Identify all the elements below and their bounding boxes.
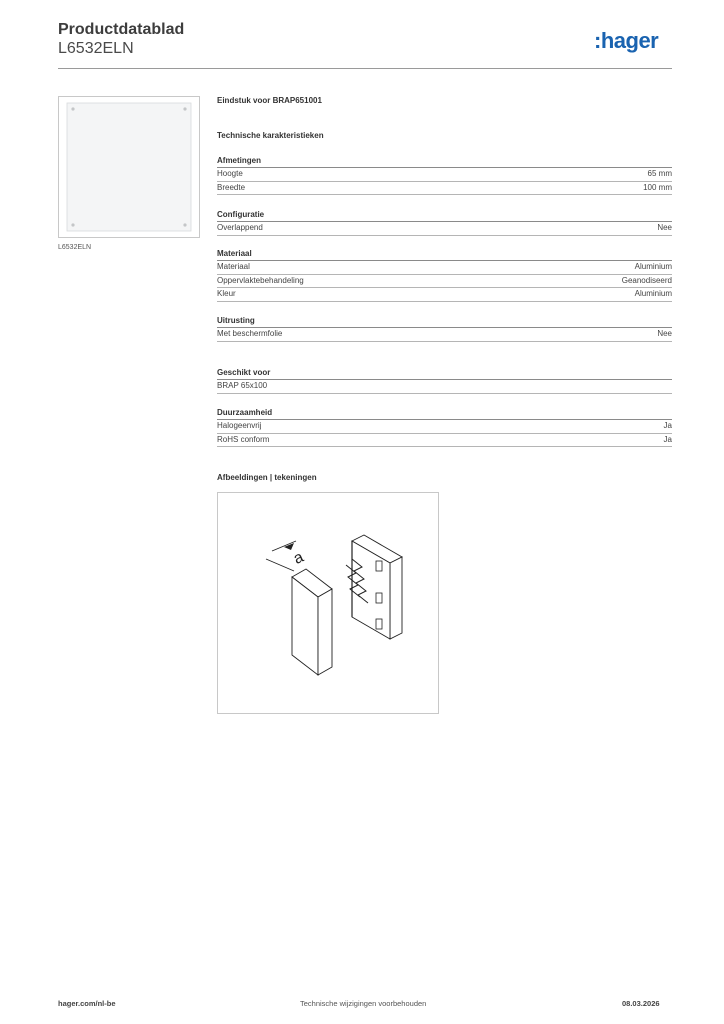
footer-url[interactable]: hager.com/nl-be [58,999,116,1008]
spec-value: Ja [663,434,672,444]
spec-label: Oppervlaktebehandeling [217,275,304,285]
spec-label: BRAP 65x100 [217,381,268,390]
spec-label: Met beschermfolie [217,329,283,338]
section-uitrusting [217,315,672,342]
spec-value: Ja [663,421,672,430]
section-materiaal [217,248,672,302]
section-heading: Materiaal [217,248,672,261]
spec-value: Nee [657,223,672,232]
dimension-label: a [290,548,307,568]
spec-row [217,380,672,394]
section-geschikt-voor [217,367,672,394]
header-divider [58,68,672,69]
section-afbeeldingen [217,472,672,484]
spec-value: Geanodiseerd [621,275,672,285]
spec-value: 65 mm [647,169,672,178]
spec-label: Kleur [217,289,236,298]
product-code: L6532ELN [58,40,134,57]
section-heading: Afmetingen [217,155,672,168]
spec-value: Aluminium [634,262,672,271]
footer-date: 08.03.2026 [622,999,660,1008]
spec-row [217,288,672,302]
section-heading: Geschikt voor [217,367,672,380]
footer-disclaimer: Technische wijzigingen voorbehouden [300,999,427,1008]
spec-label: RoHS conform [217,434,270,444]
spec-label: Materiaal [217,262,250,271]
section-afmetingen [217,155,672,195]
spec-row [217,328,672,342]
spec-row [217,168,672,182]
section-duurzaamheid [217,407,672,447]
section-heading: Configuratie [217,209,672,222]
spec-value: 100 mm [643,182,672,192]
spec-label: Breedte [217,182,246,192]
spec-row [217,275,672,289]
section-heading: Afbeeldingen | tekeningen [217,473,317,482]
spec-value: Nee [657,329,672,338]
tech-heading: Technische karakteristieken [217,131,324,140]
spec-row [217,222,672,236]
product-image [58,96,200,238]
spec-value: Aluminium [634,289,672,298]
spec-label: Overlappend [217,223,263,232]
spec-row [217,434,672,448]
product-panel-illustration [59,97,199,237]
spec-row [217,420,672,434]
spec-label: Halogeenvrij [217,421,262,430]
spec-label: Hoogte [217,169,243,178]
section-heading: Duurzaamheid [217,407,672,420]
product-description: Eindstuk voor BRAP651001 [217,96,322,105]
technical-drawing [217,492,439,714]
product-image-caption: L6532ELN [58,244,92,251]
section-configuratie [217,209,672,236]
hager-logo: :hager [594,28,659,53]
page-title: Productdatablad [58,21,185,38]
spec-row [217,261,672,275]
end-cap-drawing [218,493,438,713]
spec-row [217,182,672,196]
section-heading: Uitrusting [217,315,672,328]
